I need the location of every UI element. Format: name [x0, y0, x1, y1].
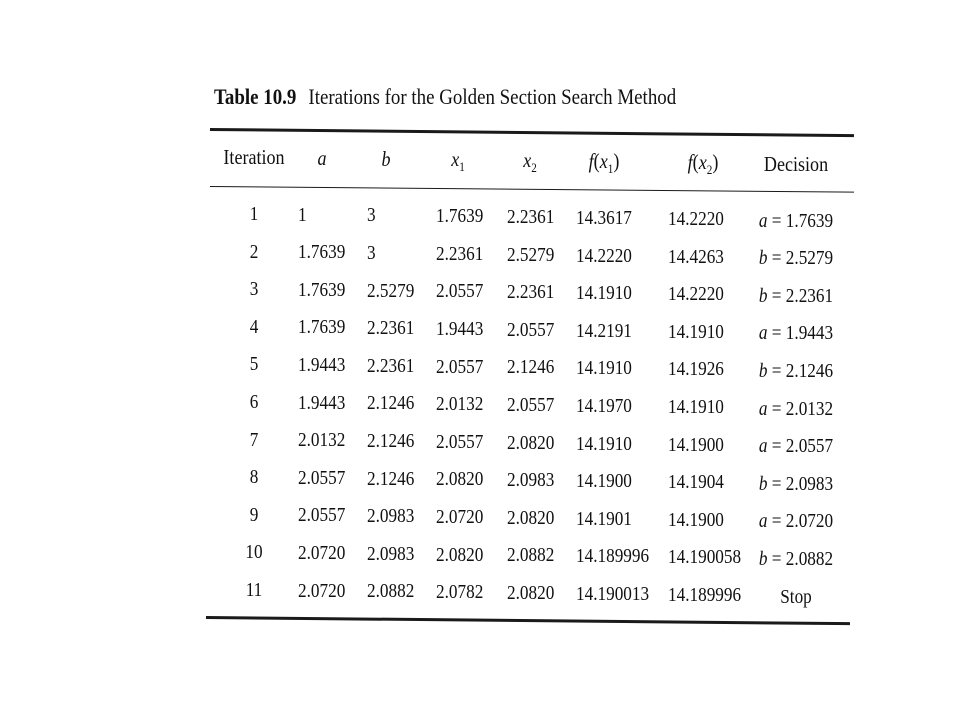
table-cell-a: 1.7639	[298, 278, 346, 301]
table-cell-x1: 2.2361	[436, 242, 484, 265]
table-cell-b: 3	[367, 204, 376, 227]
table-cell-a: 2.0557	[298, 504, 346, 527]
table-cell-x1: 1.7639	[436, 205, 484, 228]
table-cell-f-x1: 14.1970	[576, 394, 632, 417]
table-cell-decision: b = 2.2361	[758, 284, 834, 307]
table-cell-b: 2.1246	[367, 467, 415, 490]
table-cell-iteration: 5	[249, 353, 259, 376]
table-cell-f-x2: 14.1926	[668, 358, 724, 381]
table-cell-a: 2.0720	[298, 579, 346, 602]
table-cell-a: 1	[298, 203, 307, 226]
table-label: Table 10.9	[214, 84, 297, 109]
table-cell-f-x1: 14.1901	[576, 507, 632, 530]
table-cell-f-x1: 14.1910	[576, 432, 632, 455]
table-cell-f-x2: 14.1910	[668, 396, 724, 419]
table-cell-b: 2.2361	[367, 317, 415, 340]
table-caption	[214, 84, 676, 110]
table-top-rule	[210, 128, 854, 137]
table-cell-f-x1: 14.2191	[576, 319, 632, 342]
column-header-f-x1: $f(x_1)$	[588, 149, 620, 177]
table-cell-a: 1.7639	[298, 241, 346, 264]
table-cell-x1: 2.0557	[436, 430, 484, 453]
table-cell-x2: 2.0557	[507, 394, 555, 417]
table-cell-f-x2: 14.1910	[668, 320, 724, 343]
column-header-iteration: Iteration	[223, 145, 285, 170]
table-cell-decision: a = 2.0132	[758, 397, 834, 420]
table-cell-x2: 2.0882	[507, 544, 555, 567]
table-cell-x2: 2.2361	[507, 206, 555, 229]
column-header-a: a	[317, 145, 327, 170]
table-cell-x1: 2.0720	[436, 506, 484, 529]
table-cell-x1: 2.0132	[436, 393, 484, 416]
table-cell-iteration: 8	[249, 466, 259, 489]
table-cell-f-x1: 14.2220	[576, 244, 632, 267]
table-cell-x1: 1.9443	[436, 318, 484, 341]
table-cell-a: 1.9443	[298, 353, 346, 376]
table-cell-iteration: 1	[249, 203, 259, 226]
table-cell-b: 2.1246	[367, 430, 415, 452]
table-cell-x2: 2.1246	[507, 356, 555, 379]
table-cell-iteration: 11	[245, 579, 263, 602]
table-cell-iteration: 4	[249, 315, 259, 338]
column-header-f-x2: $f(x_2)$	[687, 150, 719, 178]
table-cell-f-x1: 14.189996	[576, 545, 650, 568]
table-cell-x2: 2.0557	[507, 318, 555, 341]
table-cell-decision: b = 2.5279	[758, 247, 834, 270]
table-cell-x2: 2.0820	[507, 506, 555, 529]
column-header-decision: Decision	[763, 151, 829, 176]
table-cell-f-x2: 14.1900	[668, 508, 724, 531]
column-header-x2: $x_2$	[523, 148, 537, 176]
table-cell-a: 2.0557	[298, 466, 346, 489]
table-cell-x1: 2.0782	[436, 581, 484, 604]
table-cell-b: 3	[367, 242, 376, 264]
table-cell-f-x1: 14.1900	[576, 470, 632, 493]
table-cell-b: 2.0882	[367, 580, 415, 603]
table-cell-x2: 2.5279	[507, 243, 555, 266]
table-cell-iteration: 9	[249, 503, 259, 526]
table-cell-decision: a = 2.0720	[758, 510, 834, 533]
table-cell-decision: b = 2.0882	[758, 547, 834, 570]
table-cell-x2: 2.0820	[507, 431, 555, 454]
table-cell-f-x2: 14.190058	[668, 546, 742, 569]
column-header-b: b	[381, 146, 391, 171]
table-cell-f-x2: 14.2220	[668, 283, 724, 306]
table-cell-x1: 2.0557	[436, 355, 484, 378]
table-cell-a: 1.9443	[298, 391, 346, 414]
table-cell-decision: b = 2.0983	[758, 472, 834, 495]
table-cell-f-x1: 14.1910	[576, 357, 632, 380]
table-cell-iteration: 2	[249, 240, 259, 263]
table-cell-iteration: 3	[249, 278, 259, 301]
table-cell-decision: a = 2.0557	[758, 435, 834, 458]
table-cell-b: 2.0983	[367, 505, 415, 528]
table-cell-x2: 2.0820	[507, 582, 555, 605]
table-cell-a: 1.7639	[298, 316, 346, 339]
table-cell-a: 2.0720	[298, 541, 346, 564]
table-title: Iterations for the Golden Section Search Method	[308, 84, 677, 109]
table-cell-f-x1: 14.3617	[576, 206, 632, 229]
table-cell-f-x1: 14.1910	[576, 282, 632, 305]
column-header-x1: $x_1$	[451, 147, 465, 175]
table-cell-iteration: 6	[249, 391, 259, 414]
table-cell-b: 2.0983	[367, 542, 415, 565]
table-cell-b: 2.2361	[367, 354, 415, 377]
table-cell-x1: 2.0820	[436, 468, 484, 491]
table-cell-x2: 2.2361	[507, 281, 555, 304]
table-cell-f-x2: 14.4263	[668, 245, 724, 268]
table-cell-b: 2.1246	[367, 392, 415, 415]
table-cell-decision: a = 1.7639	[758, 209, 834, 232]
table-cell-f-x2: 14.189996	[668, 584, 742, 607]
table-cell-f-x2: 14.1900	[668, 433, 724, 456]
table-cell-a: 2.0132	[298, 429, 346, 452]
table-cell-decision: Stop	[780, 585, 812, 608]
table-cell-decision: a = 1.9443	[758, 322, 834, 345]
table-cell-b: 2.5279	[367, 279, 415, 302]
table-bottom-rule	[206, 616, 850, 625]
table-cell-f-x1: 14.190013	[576, 582, 650, 605]
table-cell-x1: 2.0557	[436, 280, 484, 303]
table-cell-iteration: 7	[249, 428, 259, 451]
table-cell-f-x2: 14.2220	[668, 208, 724, 231]
table-cell-iteration: 10	[245, 541, 263, 564]
table-cell-decision: b = 2.1246	[758, 359, 834, 382]
table-header-rule	[210, 186, 854, 193]
table-cell-x2: 2.0983	[507, 469, 555, 492]
table-cell-f-x2: 14.1904	[668, 471, 724, 494]
table-cell-x1: 2.0820	[436, 543, 484, 566]
